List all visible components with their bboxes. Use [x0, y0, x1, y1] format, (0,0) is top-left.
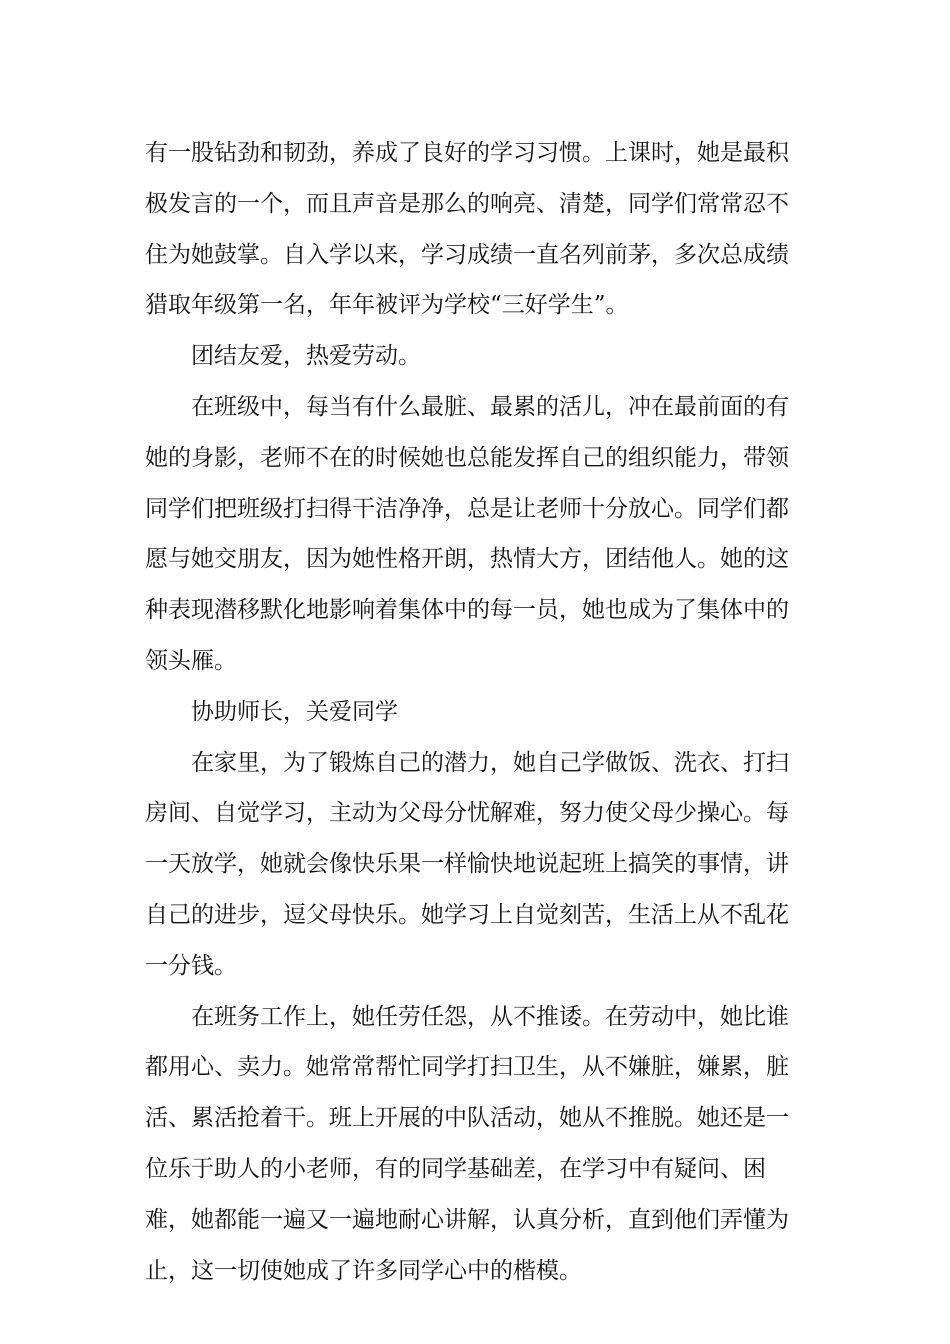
paragraph-class-duties: 在班务工作上，她任劳任怨，从不推诿。在劳动中，她比谁都用心、卖力。她常常帮忙同学打扫卫生，从不嫌脏，嫌累，脏活、累活抢着干。班上开展的中队活动，她从不推脱。她还是一位乐于助人的小老师，有的同学基础差，在学习中有疑问、困难，她都能一遍又一遍地耐心讲解，认真分析，直到他们弄懂为止，这一切使她成了许多同学心中的楷模。	[145, 1003, 789, 1284]
section-heading-unity: 团结友爱，热爱劳动。	[191, 343, 421, 370]
document-body	[145, 128, 810, 1296]
section-heading-assist: 协助师长，关爱同学	[191, 698, 398, 725]
paragraph-1: 有一股钻劲和韧劲，养成了良好的学习习惯。上课时，她是最积极发言的一个，而且声音是那么的响亮、清楚，同学们常常忍不住为她鼓掌。自入学以来，学习成绩一直名列前茅，多次总成绩猎取年级第一名，年年被评为学校“三好学生”。	[145, 140, 789, 319]
paragraph-home: 在家里，为了锻炼自己的潜力，她自己学做饭、洗衣、打扫房间、自觉学习，主动为父母分忧解难，努力使父母少操心。每一天放学，她就会像快乐果一样愉快地说起班上搞笑的事情，讲自己的进步，逗父母快乐。她学习上自觉刻苦，生活上从不乱花一分钱。	[145, 749, 789, 979]
paragraph-class: 在班级中，每当有什么最脏、最累的活儿，冲在最前面的有她的身影，老师不在的时候她也总能发挥自己的组织能力，带领同学们把班级打扫得干洁净净，总是让老师十分放心。同学们都愿与她交朋友，因为她性格开朗，热情大方，团结他人。她的这种表现潜移默化地影响着集体中的每一员，她也成为了集体中的领头雁。	[145, 393, 789, 674]
